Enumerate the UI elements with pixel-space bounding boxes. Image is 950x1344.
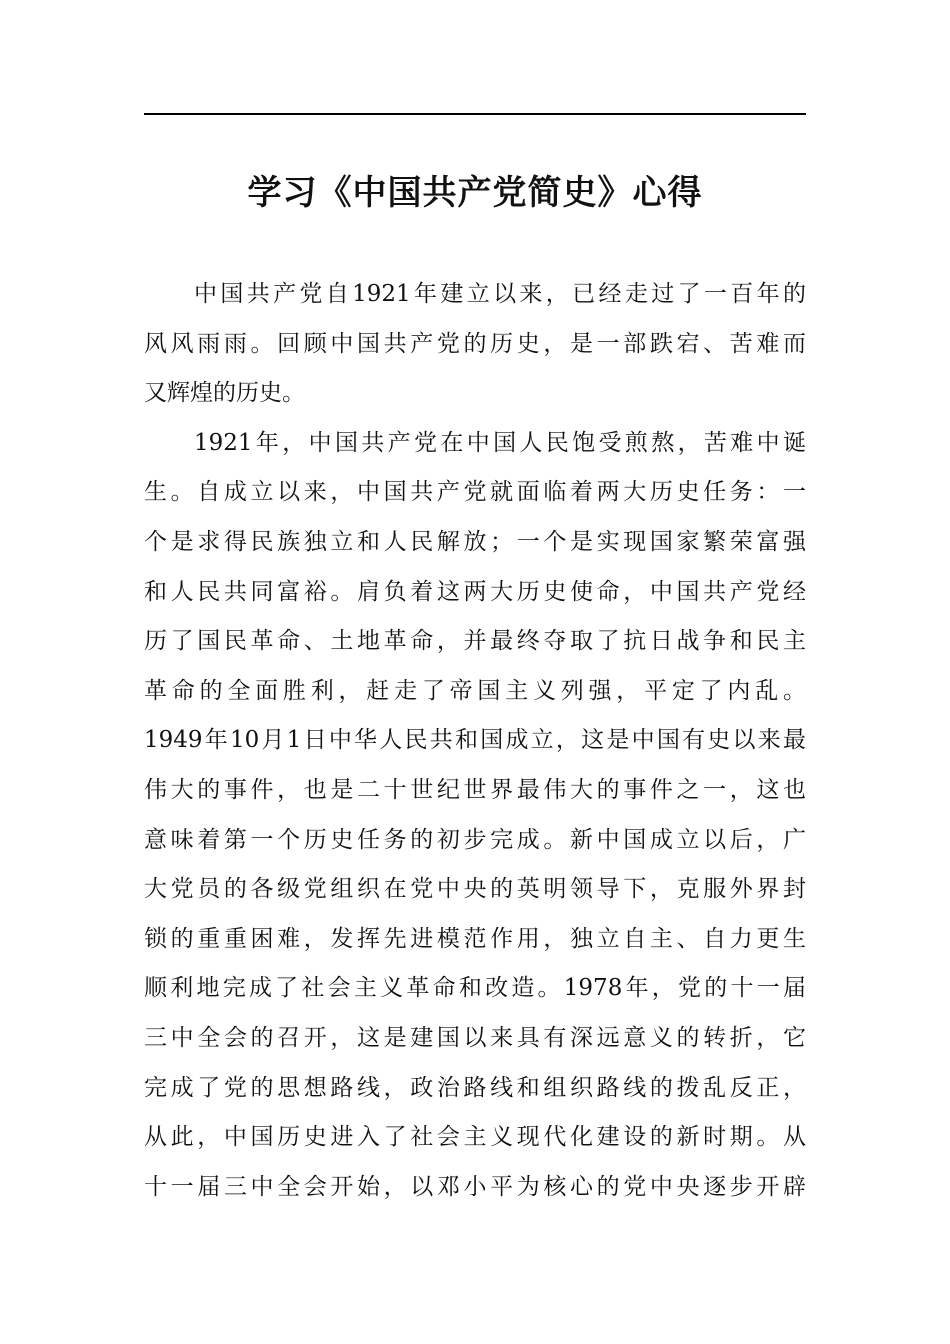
text-line: 1949年10月1日中华人民共和国成立，这是中国有史以来最 xyxy=(144,727,806,754)
text-line: 风风雨雨。回顾中国共产党的历史，是一部跌宕、苦难而 xyxy=(144,330,806,357)
text-line: 又辉煌的历史。 xyxy=(144,380,305,407)
text-line: 顺利地完成了社会主义革命和改造。1978年，党的十一届 xyxy=(144,975,806,1002)
document-title: 学习《中国共产党简史》心得 xyxy=(247,173,703,213)
text-line: 伟大的事件，也是二十世纪世界最伟大的事件之一，这也 xyxy=(144,776,806,803)
text-line: 个是求得民族独立和人民解放；一个是实现国家繁荣富强 xyxy=(144,528,806,555)
paragraph-1 xyxy=(144,270,806,419)
text-line: 革命的全面胜利，赶走了帝国主义列强，平定了内乱。 xyxy=(144,677,806,704)
text-line: 和人民共同富裕。肩负着这两大历史使命，中国共产党经 xyxy=(144,578,806,605)
text-line: 中国共产党自1921年建立以来，已经走过了一百年的 xyxy=(194,281,806,307)
text-line: 生。自成立以来，中国共产党就面临着两大历史任务：一 xyxy=(144,479,806,506)
text-line: 1921年，中国共产党在中国人民饱受煎熬，苦难中诞 xyxy=(194,429,806,456)
header-rule xyxy=(144,113,806,115)
text-line: 完成了党的思想路线，政治路线和组织路线的拨乱反正， xyxy=(144,1074,806,1101)
text-line: 从此，中国历史进入了社会主义现代化建设的新时期。从 xyxy=(144,1124,806,1151)
text-line: 锁的重重困难，发挥先进模范作用，独立自主、自力更生 xyxy=(144,925,806,952)
text-line: 十一届三中全会开始，以邓小平为核心的党中央逐步开辟 xyxy=(144,1173,806,1200)
document-body xyxy=(144,270,806,1212)
text-line: 大党员的各级党组织在党中央的英明领导下，克服外界封 xyxy=(144,876,806,903)
text-line: 历了国民革命、土地革命，并最终夺取了抗日战争和民主 xyxy=(144,628,806,655)
text-line: 意味着第一个历史任务的初步完成。新中国成立以后，广 xyxy=(144,826,806,853)
paragraph-2 xyxy=(144,419,806,1213)
text-line: 三中全会的召开，这是建国以来具有深远意义的转折，它 xyxy=(144,1024,806,1051)
